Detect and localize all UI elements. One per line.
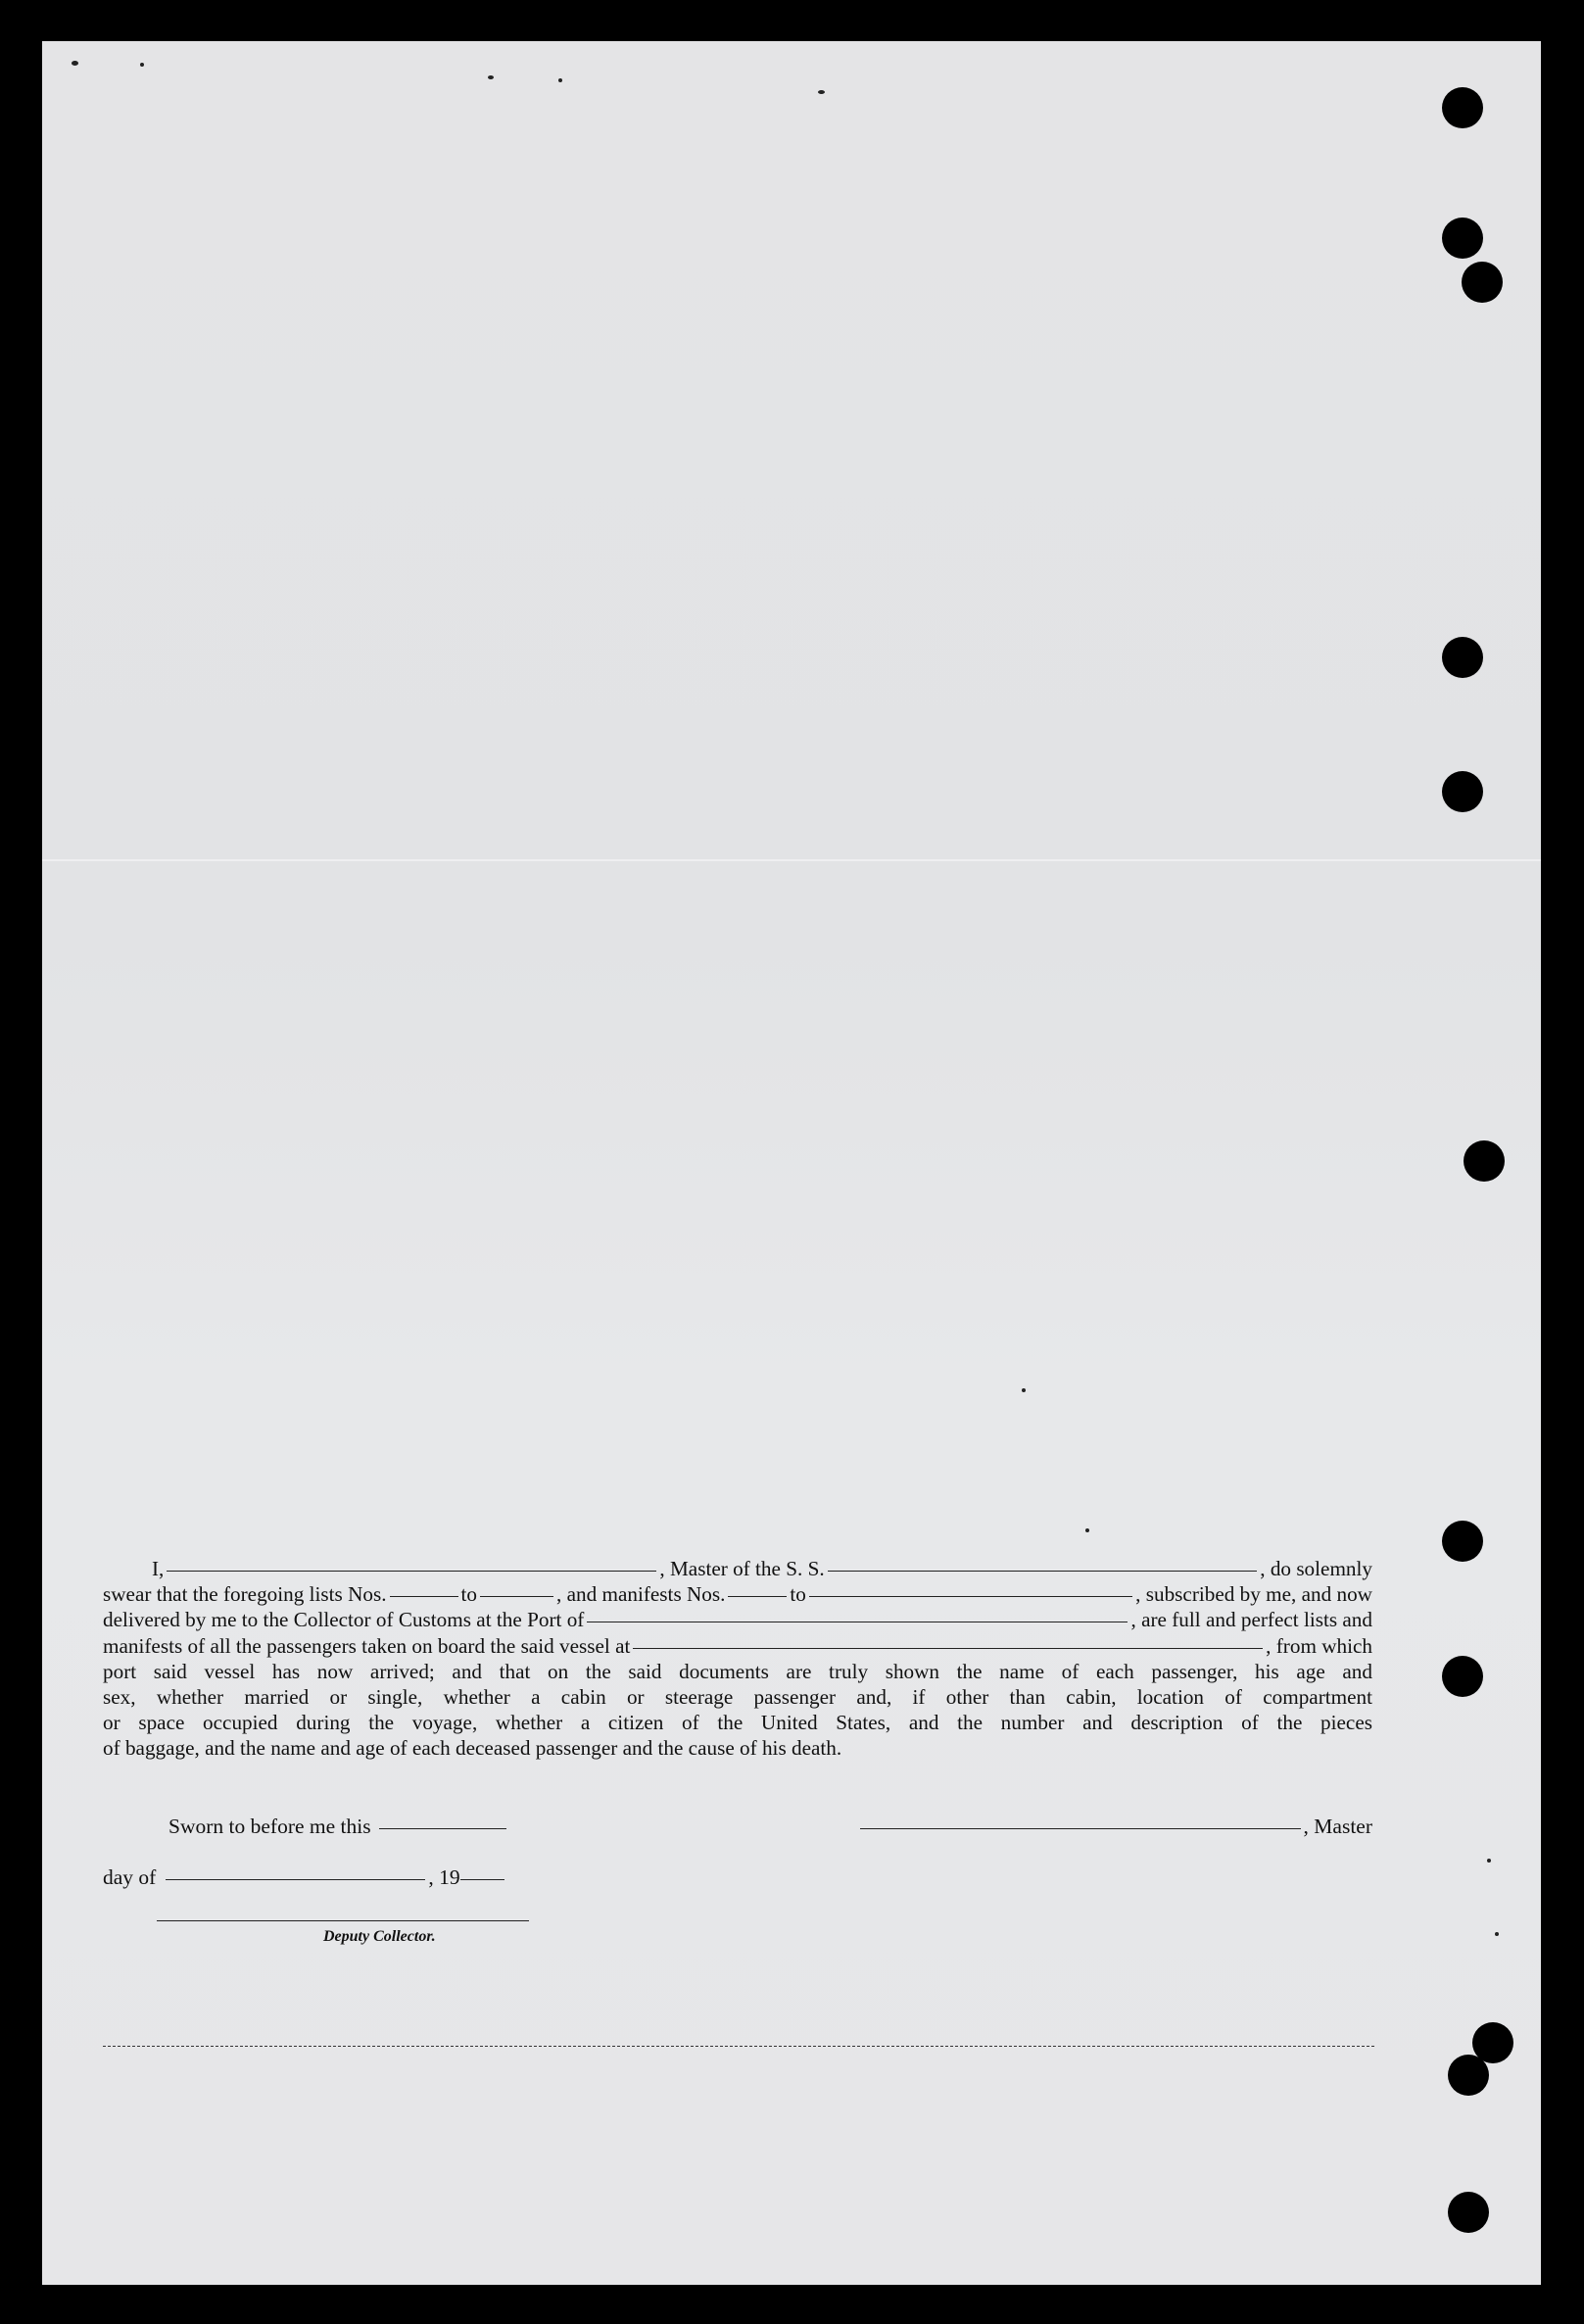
speck xyxy=(1085,1528,1089,1532)
oath-text: I, xyxy=(152,1557,165,1580)
oath-line xyxy=(103,1556,1372,1581)
day-row xyxy=(103,1865,507,1890)
oath-text: , do solemnly xyxy=(1260,1557,1372,1580)
master-signature-blank[interactable] xyxy=(860,1828,1301,1829)
list-from-blank[interactable] xyxy=(390,1596,458,1597)
oath-text: , Master of the S. S. xyxy=(659,1557,825,1580)
oath-text: manifests of all the passengers taken on board the said vessel at xyxy=(103,1633,631,1658)
sworn-label: Sworn to before me this xyxy=(168,1815,371,1838)
punch-hole xyxy=(1442,771,1483,812)
speck xyxy=(72,61,78,66)
oath-text: port said vessel has now arrived; and that on the said documents are truly shown the name of each passenger, his age and xyxy=(103,1659,1372,1683)
speck xyxy=(140,63,144,67)
day-of-blank[interactable] xyxy=(166,1879,425,1880)
oath-paragraph xyxy=(103,1556,1372,1762)
master-name-blank[interactable] xyxy=(167,1571,656,1572)
bottom-rule xyxy=(103,2046,1374,2047)
oath-line xyxy=(103,1659,1372,1684)
deputy-collector-label: Deputy Collector. xyxy=(323,1928,436,1945)
day-of-label: day of xyxy=(103,1865,157,1889)
punch-hole xyxy=(1442,637,1483,678)
punch-hole xyxy=(1464,1140,1505,1182)
departure-port-blank[interactable] xyxy=(633,1648,1263,1649)
sworn-day-blank[interactable] xyxy=(379,1828,506,1829)
speck xyxy=(1487,1859,1491,1863)
manifest-from-blank[interactable] xyxy=(728,1596,787,1597)
speck xyxy=(1495,1932,1499,1936)
oath-text: or space occupied during the voyage, whether a citizen of the United States, and the number and description of the pieces xyxy=(103,1711,1372,1735)
manifest-to-blank[interactable] xyxy=(809,1596,1132,1597)
speck xyxy=(818,90,825,94)
oath-text: swear that the foregoing lists Nos. xyxy=(103,1582,387,1607)
oath-text: sex, whether married or single, whether a cabin or steerage passenger and, if other than cabin, location of compartment xyxy=(103,1685,1372,1710)
speck xyxy=(558,78,562,82)
oath-text: delivered by me to the Collector of Customs at the Port of xyxy=(103,1608,585,1632)
punch-hole xyxy=(1442,1656,1483,1697)
speck xyxy=(1022,1388,1026,1392)
oath-line xyxy=(103,1735,1372,1761)
punch-hole xyxy=(1462,262,1503,303)
list-to-blank[interactable] xyxy=(480,1596,553,1597)
speck xyxy=(488,75,494,79)
document-page xyxy=(42,41,1541,2285)
oath-text: , and manifests Nos. xyxy=(556,1582,726,1607)
master-label: , Master xyxy=(1303,1815,1372,1838)
punch-hole xyxy=(1442,218,1483,259)
year-label: , 19 xyxy=(428,1865,460,1889)
oath-line xyxy=(103,1607,1372,1632)
deputy-signature-line[interactable] xyxy=(157,1920,529,1921)
oath-text: to xyxy=(460,1582,477,1607)
oath-line xyxy=(103,1581,1372,1607)
oath-line xyxy=(103,1633,1372,1659)
oath-text: , from which xyxy=(1266,1633,1372,1658)
year-blank[interactable] xyxy=(460,1879,504,1880)
punch-hole xyxy=(1448,2055,1489,2096)
oath-text: , subscribed by me, and now xyxy=(1135,1582,1372,1607)
oath-text: , are full and perfect lists and xyxy=(1130,1608,1372,1632)
punch-hole xyxy=(1448,2192,1489,2233)
oath-text: to xyxy=(790,1582,806,1607)
punch-hole xyxy=(1442,87,1483,128)
oath-line xyxy=(103,1710,1372,1735)
ship-name-blank[interactable] xyxy=(828,1571,1258,1572)
page-fold xyxy=(42,859,1541,861)
punch-hole xyxy=(1442,1521,1483,1562)
oath-line xyxy=(103,1684,1372,1710)
oath-text: of baggage, and the name and age of each deceased passenger and the cause of his death. xyxy=(103,1736,842,1761)
sworn-row xyxy=(103,1815,1372,1839)
